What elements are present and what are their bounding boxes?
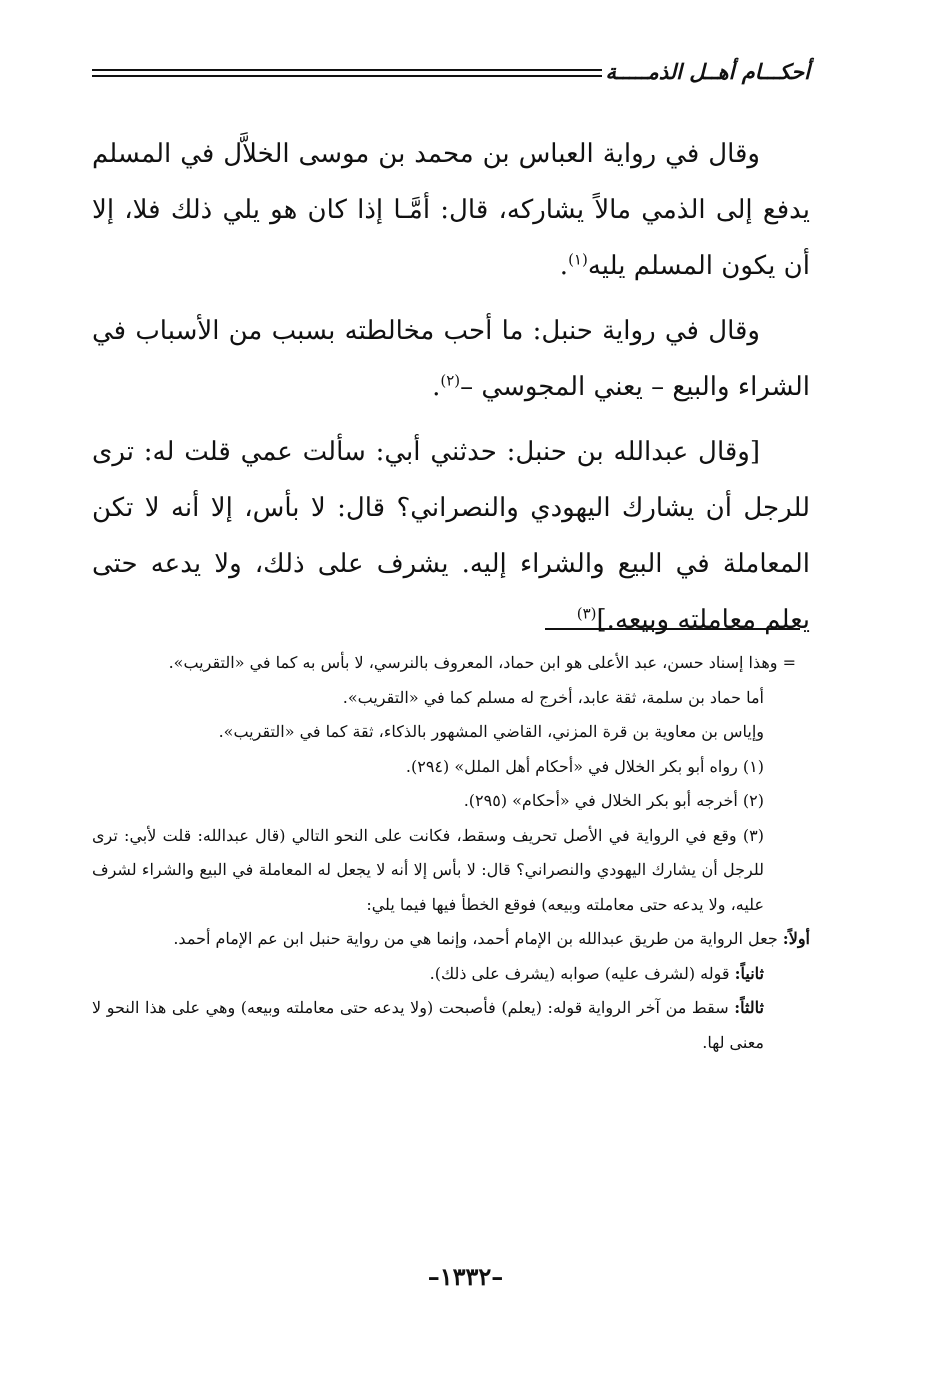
paragraph-text: وقال في رواية حنبل: ما أحب مخالطته بسبب من الأسباب في الشراء والبيع – يعني المجوسي – [92, 316, 810, 402]
header-rule-upper [92, 69, 602, 71]
footnote-text: قوله (لشرف عليه) صوابه (يشرف على ذلك). [429, 963, 735, 983]
footnote-continuation: = وهذا إسناد حسن، عبد الأعلى هو ابن حماد، المعروف بالنرسي، لا بأس به كما في «التقريب». [168, 653, 796, 672]
header-double-rule [92, 67, 602, 81]
paragraph-abdullah [92, 424, 810, 648]
footnote-1: (١) رواه أبو بكر الخلال في «أحكام أهل الملل» (٢٩٤). [405, 756, 764, 776]
footnote-label: ثالثاً: [734, 998, 764, 1017]
footnote-3: (٣) وقع في الرواية في الأصل تحريف وسقط، فكانت على النحو التالي (قال عبدالله: قلت لأبي: ترى للرجل أن يشارك اليهودي والنصراني؟ قال: لا بأس إلا أنه لا يجعل له المعاملة في البيع والشراء لشرف عليه، ولا يدعه حتى معاملته وبيعه) فوقع الخطأ فيها فيما يلي: [92, 825, 764, 914]
footnotes [92, 646, 810, 1060]
footnote-label: أولاً: [782, 929, 810, 948]
header-title: أحكـــام أهــل الذمـــــة [605, 59, 810, 84]
main-text [92, 126, 810, 648]
footnote-2: (٢) أخرجه أبو بكر الخلال في «أحكام» (٢٩٥). [463, 791, 764, 810]
paragraph-end: . [559, 251, 569, 281]
paragraph-end: . [432, 372, 441, 402]
footnote-3-first [92, 922, 810, 957]
footnote-3-third [92, 991, 810, 1060]
paragraph-abbas [92, 126, 810, 294]
footnote-label: ثانياً: [734, 963, 764, 983]
footnote-separator [545, 628, 800, 630]
header-rule-lower [92, 75, 602, 77]
footnote-hammad: أما حماد بن سلمة، ثقة عابد، أخرج له مسلم كما في «التقريب». [342, 687, 764, 707]
paragraph-text: وقال في رواية العباس بن محمد بن موسى الخلاَّل في المسلم يدفع إلى الذمي مالاً يشاركه، قال: أمَّـا إذا كان هو يلي ذلك فلا، إلا أن يكون المسلم يليه [92, 139, 811, 281]
footnote-3-second [92, 957, 810, 992]
footnote-text: سقط من آخر الرواية قوله: (يعلم) فأصبحت (ولا يدعه حتى معاملته وبيعه) وهي على هذا النحو لا معنى لها. [92, 998, 764, 1052]
footnote-ref: (١) [568, 250, 588, 269]
footnote-text: جعل الرواية من طريق عبدالله بن الإمام أحمد، وإنما هي من رواية حنبل ابن عم الإمام أحمد. [173, 929, 783, 948]
footnote-ref: (٣) [576, 604, 597, 623]
running-header [92, 58, 810, 90]
page-number: –١٣٣٢– [427, 1262, 504, 1291]
paragraph-hanbal [92, 303, 810, 415]
footnote-ref: (٢) [440, 371, 461, 390]
paragraph-text: [وقال عبدالله بن حنبل: حدثني أبي: سألت عمي قلت له: ترى للرجل أن يشارك اليهودي والنصراني؟ قال: لا بأس، إلا أنه لا تكن المعاملة في البيع والشراء إليه. يشرف على ذلك، ولا يدعه حتى يعلم معاملته وبيعه.] [92, 437, 810, 635]
footnote-iyas: وإياس بن معاوية بن قرة المزني، القاضي المشهور بالذكاء، ثقة كما في «التقريب». [218, 722, 764, 741]
